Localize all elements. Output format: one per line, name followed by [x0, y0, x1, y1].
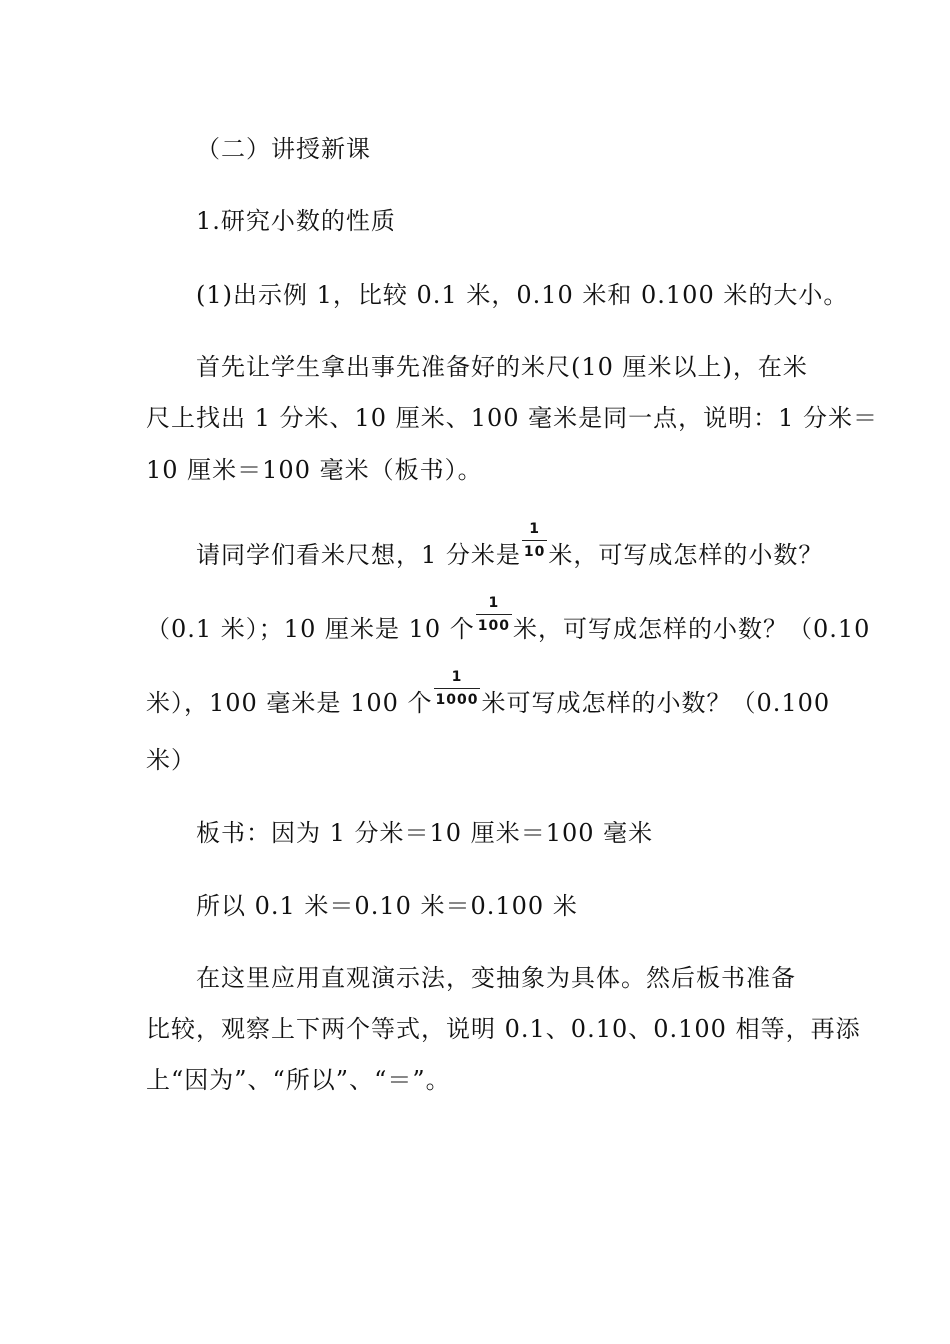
paragraph-2-line-2 — [146, 595, 871, 647]
paragraph-3-line-1: 在这里应用直观演示法，变抽象为具体。然后板书准备 — [196, 964, 796, 992]
fraction-numerator: 1 — [522, 520, 547, 541]
paragraph-2-line-2-text-a: （0.1 米）；10 厘米是 10 个 — [146, 615, 475, 643]
paragraph-1-line-2: 尺上找出 1 分米、10 厘米、100 毫米是同一点，说明：1 分米＝ — [146, 404, 879, 432]
fraction-denominator: 100 — [477, 618, 510, 634]
paragraph-2-line-2-text-b: 米，可写成怎样的小数？（0.10 — [513, 615, 871, 643]
section-heading: （二）讲授新课 — [196, 135, 371, 163]
fraction-one-tenth — [522, 520, 547, 561]
paragraph-3-line-2: 比较，观察上下两个等式，说明 0.1、0.10、0.100 相等，再添 — [146, 1015, 861, 1043]
fraction-one-hundredth — [476, 594, 512, 635]
paragraph-1-line-3: 10 厘米＝100 毫米（板书）。 — [146, 456, 483, 484]
paragraph-2-line-3 — [146, 669, 831, 721]
paragraph-1-line-1: 首先让学生拿出事先准备好的米尺(10 厘米以上)，在米 — [196, 353, 808, 381]
board-line-2: 所以 0.1 米＝0.10 米＝0.100 米 — [196, 892, 578, 920]
paragraph-2-line-3-text-b: 米可写成怎样的小数？（0.100 — [481, 689, 831, 717]
paragraph-3-line-3: 上“因为”、“所以”、“＝”。 — [146, 1066, 451, 1094]
paragraph-2-line-1-text-b: 米，可写成怎样的小数？ — [548, 541, 824, 569]
subsection-title: 1.研究小数的性质 — [196, 207, 396, 235]
example-line: (1)出示例 1，比较 0.1 米，0.10 米和 0.100 米的大小。 — [196, 281, 849, 309]
fraction-one-thousandth — [434, 668, 481, 709]
paragraph-2-line-4: 米） — [146, 746, 196, 774]
paragraph-2-line-3-text-a: 米），100 毫米是 100 个 — [146, 689, 433, 717]
fraction-numerator: 1 — [434, 668, 481, 689]
fraction-denominator: 10 — [523, 544, 546, 560]
board-line-1: 板书：因为 1 分米＝10 厘米＝100 毫米 — [196, 819, 654, 847]
fraction-numerator: 1 — [476, 594, 512, 615]
paragraph-2-line-1-text-a: 请同学们看米尺想，1 分米是 — [196, 541, 521, 569]
fraction-denominator: 1000 — [435, 692, 479, 708]
paragraph-2-line-1 — [196, 521, 824, 573]
